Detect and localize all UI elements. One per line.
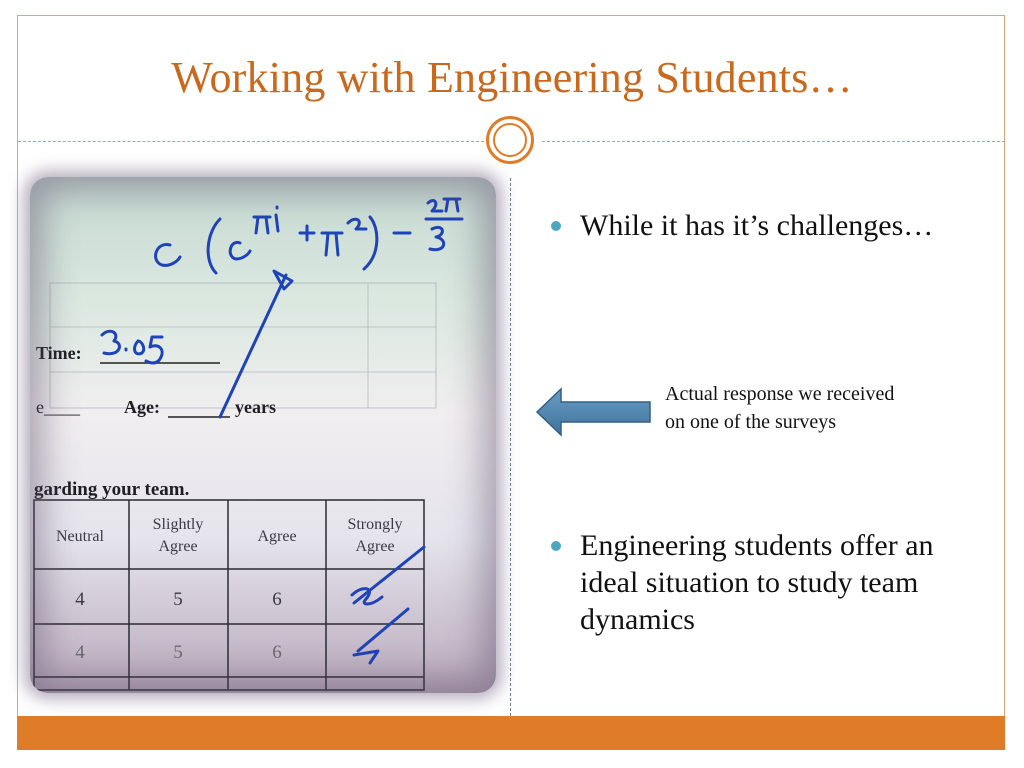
table-cell: 6 [272,589,282,610]
table-header-neutral: Neutral [56,528,104,545]
callout-note: Actual response we received on one of the surveys [665,383,895,433]
table-cell: 5 [173,589,183,610]
bullet-text: Engineering students offer an ideal situation to study team dynamics [580,529,934,636]
title-divider-right [542,141,1005,142]
bullet-text: While it has it’s challenges… [580,209,934,242]
bullet-dot-icon [551,541,561,551]
table-cell: 6 [272,642,282,663]
survey-photo-drawing [30,177,496,693]
left-arrow-icon [535,387,653,437]
table-header-slightly-agree: Slightly [152,516,204,533]
table-cell: 4 [75,642,85,663]
table-header-strongly-agree: Strongly [347,516,403,533]
table-header-agree: Agree [257,528,297,545]
table-header-slightly-agree-2: Agree [158,538,198,555]
bullet-dot-icon [551,221,561,231]
table-cell: 5 [173,642,183,663]
form-age-label: Age: [124,397,160,417]
bullet-item [551,527,991,638]
table-header-strongly-agree-2: Agree [355,538,395,555]
slide-title: Working with Engineering Students… [171,53,853,102]
form-age-suffix: years [235,397,276,417]
circle-ornament-icon [486,116,534,164]
form-section-heading: garding your team. [34,479,190,500]
column-divider [510,178,511,716]
form-time-label: Time: [36,343,82,363]
title-divider-left [18,141,484,142]
footer-bar [17,716,1005,750]
table-cell: 4 [75,589,85,610]
handwritten-equation [102,199,462,663]
survey-photo [30,177,496,693]
bullet-item [551,207,991,244]
form-partial-label: e____ [36,397,80,417]
